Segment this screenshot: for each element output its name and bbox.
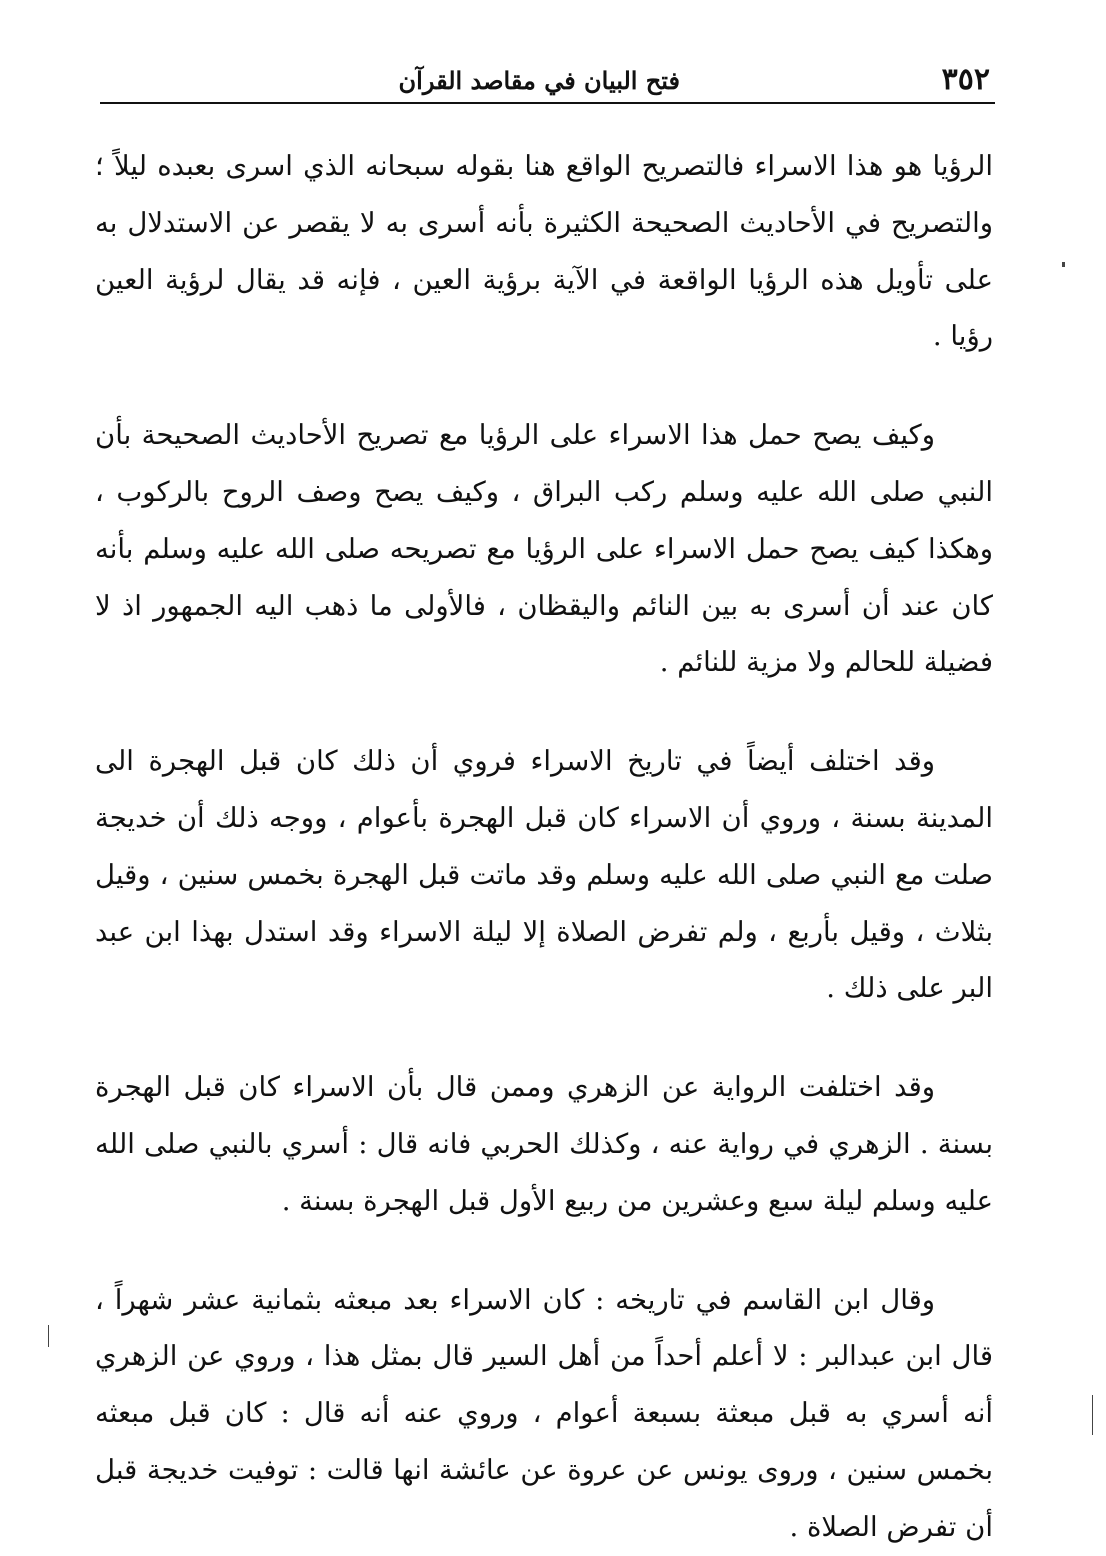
page-header: [100, 58, 990, 102]
running-title: فتح البيان في مقاصد القرآن: [398, 66, 680, 95]
scan-speck: [1062, 262, 1065, 267]
paragraph-3: وقد اختلف أيضاً في تاريخ الاسراء فروي أن ذلك كان قبل الهجرة الى المدينة بسنة ، وروي أن الاسراء كان قبل الهجرة بأعوام ، ووجه ذلك أن خديجة صلت مع النبي صلى الله عليه وسلم وقد ماتت قبل الهجرة بخمس سنين ، وقيل بثلاث ، وقيل بأربع ، ولم تفرض الصلاة إلا ليلة الاسراء وقد استدل بهذا ابن عبد البر على ذلك .: [95, 745, 993, 1005]
page-number: ٣٥٢: [941, 62, 990, 97]
body-text: [95, 138, 993, 1556]
paragraph-4: وقد اختلفت الرواية عن الزهري وممن قال بأن الاسراء كان قبل الهجرة بسنة . الزهري في رواية عنه ، وكذلك الحربي فانه قال : أسري بالنبي صلى الله عليه وسلم ليلة سبع وعشرين من ربيع الأول قبل الهجرة بسنة .: [95, 1071, 993, 1217]
paragraph-2: وكيف يصح حمل هذا الاسراء على الرؤيا مع تصريح الأحاديث الصحيحة بأن النبي صلى الله عليه وسلم ركب البراق ، وكيف يصح وصف الروح بالركوب ، وهكذا كيف يصح حمل الاسراء على الرؤيا مع تصريحه صلى الله عليه وسلم بأنه كان عند أن أسرى به بين النائم واليقظان ، فالأولى ما ذهب اليه الجمهور اذ لا فضيلة للحالم ولا مزية للنائم .: [95, 419, 993, 679]
scan-speck: [48, 1325, 49, 1347]
scan-speck: [1092, 1395, 1093, 1435]
paragraph-5: وقال ابن القاسم في تاريخه : كان الاسراء بعد مبعثه بثمانية عشر شهراً ، قال ابن عبدالبر : لا أعلم أحداً من أهل السير قال بمثل هذا ، وروي عن الزهري أنه أسري به قبل مبعثة بسبعة أعوام ، وروي عنه أنه قال : كان قبل مبعثه بخمس سنين ، وروى يونس عن عروة عن عائشة انها قالت : توفيت خديجة قبل أن تفرض الصلاة .: [95, 1283, 993, 1543]
header-rule: [100, 102, 995, 104]
paragraph-1: الرؤيا هو هذا الاسراء فالتصريح الواقع هنا بقوله سبحانه الذي اسرى بعبده ليلاً ؛ والتصريح في الأحاديث الصحيحة الكثيرة بأنه أسرى به لا يقصر عن الاستدلال به على تأويل هذه الرؤيا الواقعة في الآية برؤية العين ، فإنه قد يقال لرؤية العين رؤيا .: [95, 150, 993, 353]
